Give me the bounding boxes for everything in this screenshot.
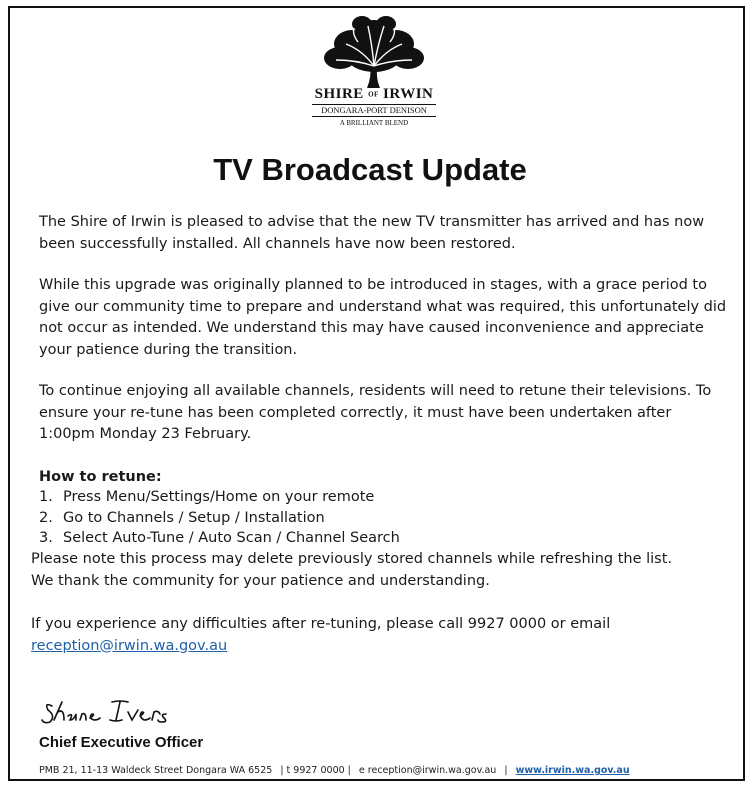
contact-paragraph (31, 614, 731, 657)
footer-phone: | t 9927 0000 | (280, 765, 351, 776)
retune-steps (39, 487, 400, 549)
website-link[interactable]: www.irwin.wa.gov.au (515, 765, 630, 776)
signature (40, 690, 200, 730)
logo-tagline: A BRILLIANT BLEND (339, 119, 409, 127)
paragraph-installation: The Shire of Irwin is pleased to advise that the new TV transmitter has arrived and has now been successfully installed. All channels have now been restored. (39, 214, 705, 252)
logo-name: SHIRE OF IRWIN (314, 86, 434, 102)
paragraph-retune-required: To continue enjoying all available channels, residents will need to retune their televisions. To ensure your re-tune has been completed correctly, it must have been undertaken after 1:00pm Monday 23 February. (39, 383, 712, 442)
list-item: 1. Press Menu/Settings/Home on your remote (39, 489, 375, 505)
page-title: TV Broadcast Update (213, 152, 527, 187)
footer-email: e reception@irwin.wa.gov.au (358, 765, 497, 776)
list-item: 3. Select Auto-Tune / Auto Scan / Channel Search (39, 530, 400, 546)
note-thanks: We thank the community for your patience and understanding. (31, 573, 490, 589)
note-delete-channels: Please note this process may delete previously stored channels while refreshing the list. (31, 551, 673, 567)
howto-heading: How to retune: (39, 469, 162, 485)
footer-address: PMB 21, 11-13 Waldeck Street Dongara WA 6525 (39, 765, 273, 776)
paragraph-upgrade: While this upgrade was originally planned to be introduced in stages, with a grace period to give our community time to prepare and understand what was required, this unfortunately did not occur as intended. We understand this may have caused inconvenience and appreciate your patience during the transition. (39, 277, 727, 358)
footer (39, 765, 630, 776)
footer-divider: | (504, 765, 508, 776)
contact-text: If you experience any difficulties after re-tuning, please call 9927 0000 or email (31, 616, 611, 632)
email-link[interactable]: reception@irwin.wa.gov.au (31, 637, 228, 654)
tree-icon (312, 14, 436, 90)
logo-subtitle: DONGARA-PORT DENISON (312, 104, 436, 117)
signoff-role: Chief Executive Officer (39, 734, 204, 751)
list-item: 2. Go to Channels / Setup / Installation (39, 509, 325, 526)
